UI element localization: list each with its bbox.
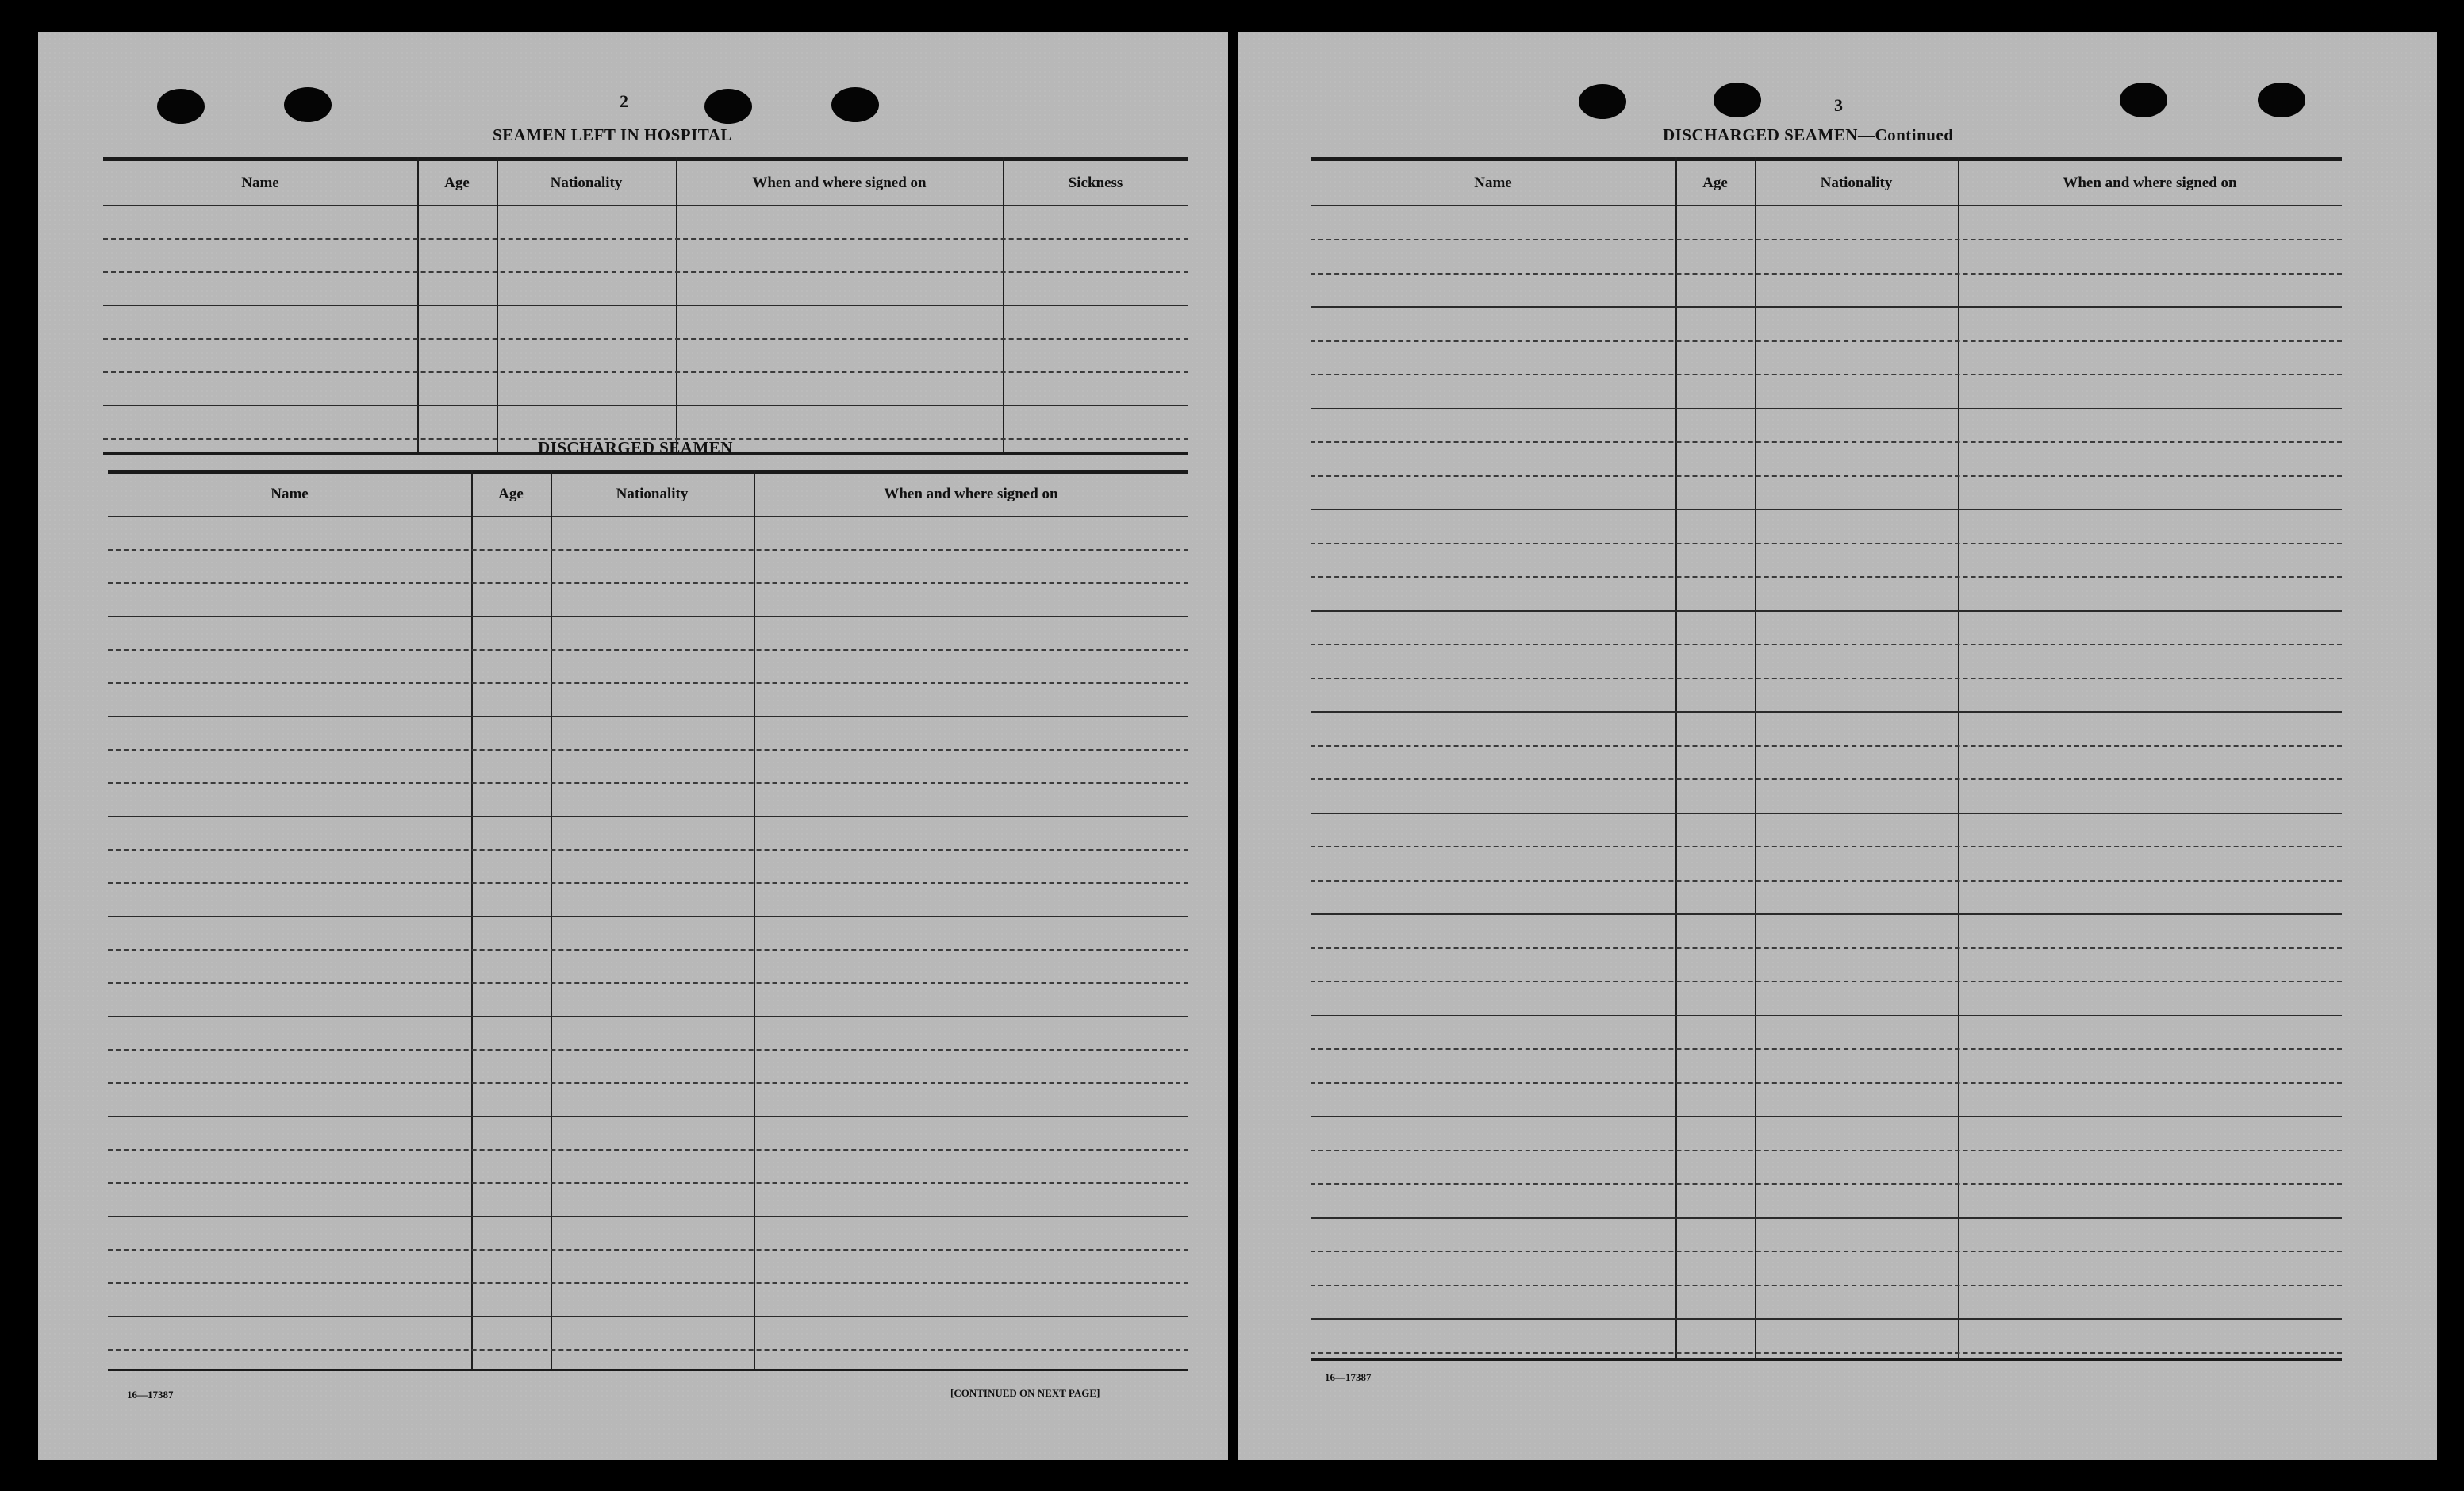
form-page-3 <box>1238 32 2437 1460</box>
table-bottom-rule <box>1311 1358 2342 1361</box>
form-row-line <box>1311 306 2342 308</box>
column-header-signed-on: When and where signed on <box>884 486 1058 502</box>
column-header-age: Age <box>444 175 470 191</box>
form-row-line <box>108 1349 1188 1351</box>
punch-hole <box>704 89 752 124</box>
discharged-table <box>108 470 1188 1369</box>
form-row-line <box>108 1316 1188 1317</box>
punch-hole <box>1714 83 1761 117</box>
form-row-line <box>103 405 1188 406</box>
form-row-line <box>108 549 1188 551</box>
form-row-line <box>1311 678 2342 679</box>
form-row-line <box>1311 239 2342 240</box>
form-row-line <box>108 1216 1188 1217</box>
column-header-age: Age <box>498 486 524 502</box>
form-row-line <box>103 238 1188 240</box>
form-row-line <box>108 749 1188 751</box>
form-row-line <box>103 305 1188 306</box>
page-number: 3 <box>1834 95 1843 115</box>
punch-hole <box>1579 84 1626 119</box>
form-row-line <box>108 682 1188 684</box>
hospital-table <box>103 157 1188 452</box>
section-title-text: DISCHARGED SEAMEN <box>1663 125 1858 144</box>
punch-hole <box>2120 83 2167 117</box>
form-row-line <box>108 949 1188 951</box>
form-row-line <box>108 916 1188 917</box>
discharged-continued-table <box>1311 157 2342 1358</box>
section-title <box>1663 125 1953 145</box>
form-row-line <box>1311 441 2342 443</box>
form-row-line <box>1311 408 2342 409</box>
column-header-nationality: Nationality <box>1820 175 1893 191</box>
form-row-line <box>1311 846 2342 847</box>
form-row-line <box>1311 576 2342 578</box>
form-row-line <box>1311 711 2342 713</box>
form-row-line <box>1311 543 2342 544</box>
column-header-nationality: Nationality <box>616 486 689 502</box>
form-row-line <box>103 338 1188 340</box>
form-row-line <box>1311 1082 2342 1084</box>
form-row-line <box>1311 1048 2342 1050</box>
form-number: 16—17387 <box>1325 1371 1372 1383</box>
form-row-line <box>1311 610 2342 612</box>
punch-hole <box>2258 83 2305 117</box>
form-row-line <box>1311 913 2342 915</box>
table-bottom-rule <box>108 1369 1188 1371</box>
form-row-line <box>108 849 1188 851</box>
form-row-line <box>1311 340 2342 342</box>
form-row-line <box>1311 1183 2342 1185</box>
form-row-line <box>1311 273 2342 275</box>
column-header-name: Name <box>241 175 279 191</box>
column-header-nationality: Nationality <box>550 175 623 191</box>
punch-hole <box>831 87 879 122</box>
continued-note: [CONTINUED ON NEXT PAGE] <box>950 1387 1100 1399</box>
form-row-line <box>108 716 1188 717</box>
column-header-name: Name <box>271 486 309 502</box>
discharged-section-title: DISCHARGED SEAMEN <box>538 438 733 457</box>
form-row-line <box>108 1249 1188 1251</box>
form-row-line <box>108 616 1188 617</box>
form-row-line <box>108 649 1188 651</box>
form-row-line <box>108 582 1188 584</box>
form-row-line <box>1311 1217 2342 1219</box>
form-row-line <box>1311 778 2342 780</box>
column-header-name: Name <box>1474 175 1512 191</box>
form-row-line <box>1311 1352 2342 1354</box>
form-row-line <box>1311 644 2342 645</box>
form-row-line <box>1311 374 2342 375</box>
column-header-age: Age <box>1702 175 1728 191</box>
form-row-line <box>1311 1318 2342 1320</box>
form-row-line <box>1311 813 2342 814</box>
form-row-line <box>108 1116 1188 1117</box>
column-header-signed-on: When and where signed on <box>752 175 927 191</box>
column-header-sickness: Sickness <box>1068 175 1123 191</box>
form-row-line <box>1311 1150 2342 1151</box>
form-page-2 <box>38 32 1228 1460</box>
column-header-signed-on: When and where signed on <box>2063 175 2237 191</box>
form-row-line <box>1311 745 2342 747</box>
form-row-line <box>1311 1116 2342 1117</box>
form-row-line <box>108 816 1188 817</box>
form-row-line <box>1311 1015 2342 1016</box>
form-row-line <box>108 982 1188 984</box>
form-row-line <box>1311 1285 2342 1286</box>
form-row-line <box>108 1182 1188 1184</box>
form-row-line <box>1311 880 2342 882</box>
form-row-line <box>108 1049 1188 1051</box>
punch-hole <box>157 89 205 124</box>
form-row-line <box>108 1082 1188 1084</box>
form-row-line <box>1311 1251 2342 1252</box>
form-row-line <box>1311 947 2342 949</box>
form-row-line <box>103 271 1188 273</box>
hospital-section-title: SEAMEN LEFT IN HOSPITAL <box>493 125 732 144</box>
form-row-line <box>108 1282 1188 1284</box>
punch-hole <box>284 87 332 122</box>
form-row-line <box>103 371 1188 373</box>
form-row-line <box>108 1149 1188 1151</box>
form-row-line <box>108 1016 1188 1017</box>
page-number: 2 <box>620 91 628 111</box>
form-row-line <box>108 882 1188 884</box>
form-row-line <box>1311 509 2342 510</box>
form-row-line <box>108 782 1188 784</box>
form-row-line <box>1311 475 2342 477</box>
form-number: 16—17387 <box>127 1389 174 1401</box>
section-title-suffix: —Continued <box>1857 125 1954 144</box>
form-row-line <box>1311 981 2342 982</box>
